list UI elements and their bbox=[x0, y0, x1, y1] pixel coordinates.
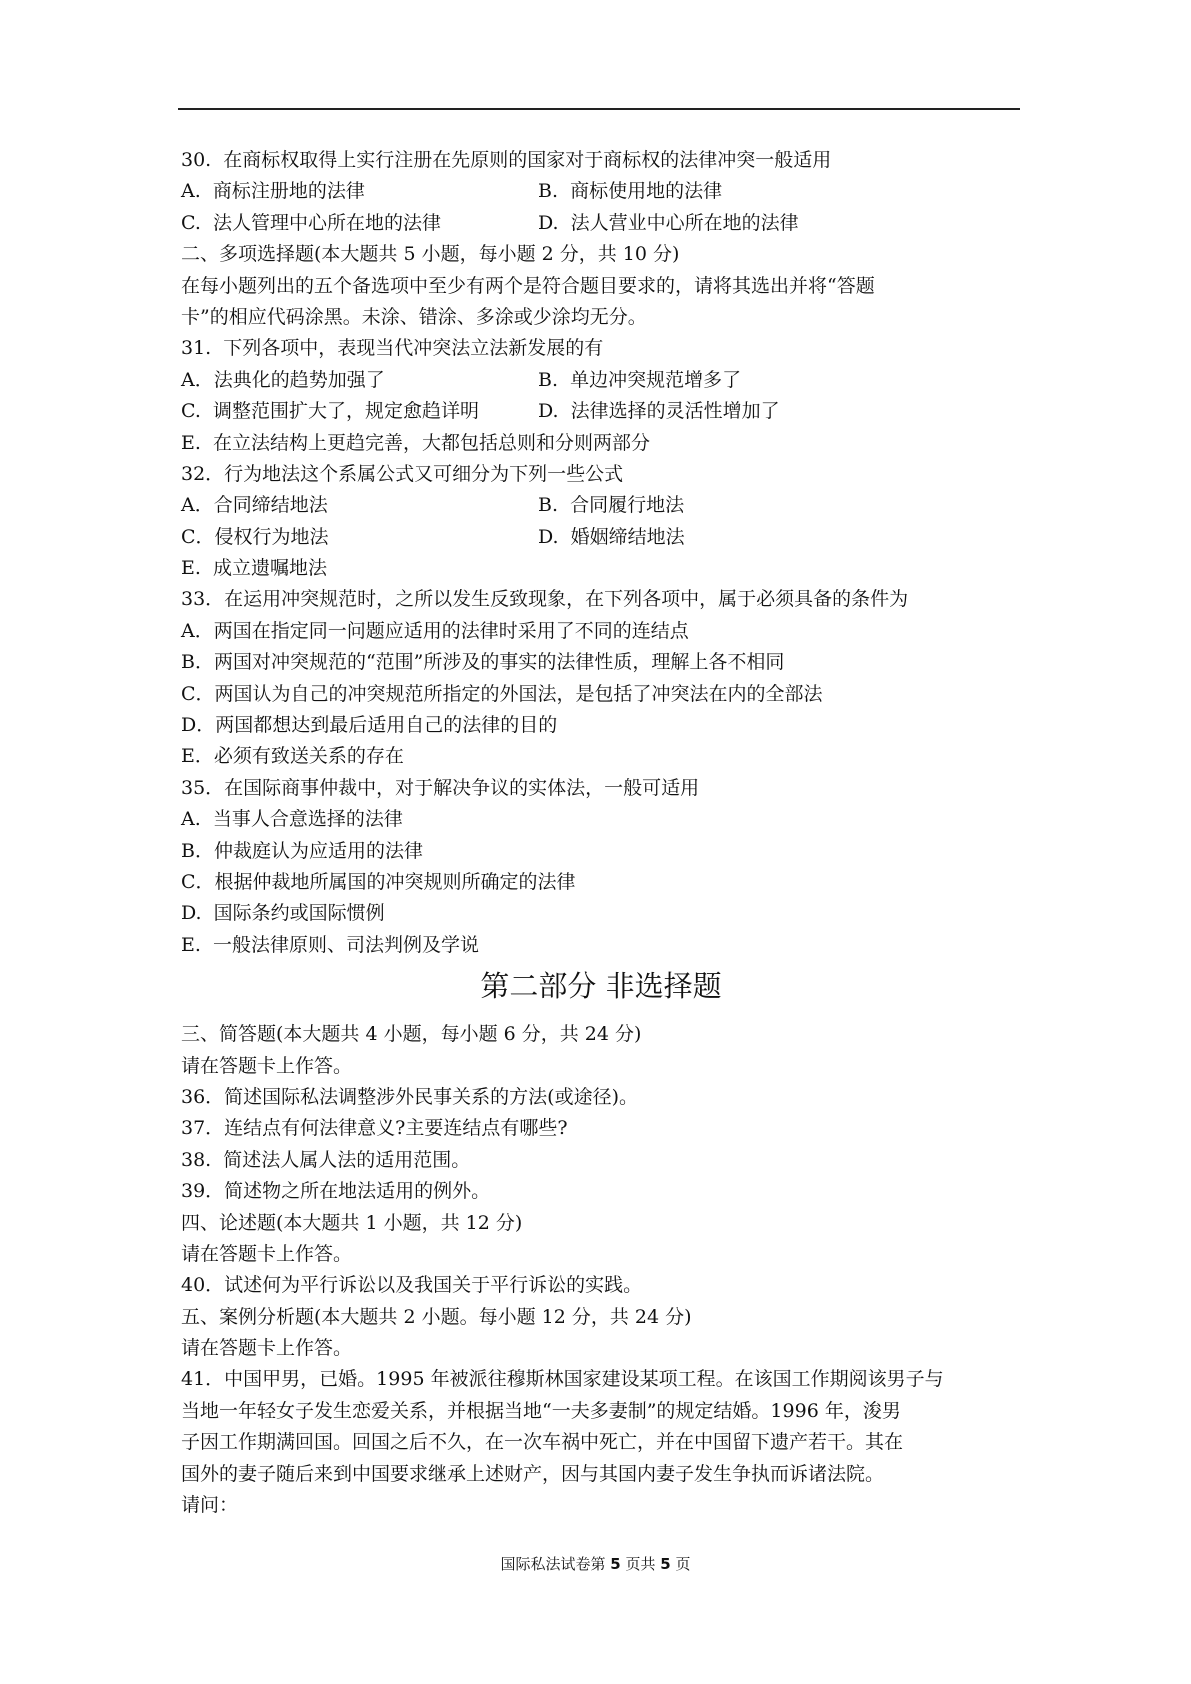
q31-option-d: D. 法律选择的灵活性增加了 bbox=[538, 400, 780, 423]
q31-options-cd bbox=[181, 396, 1021, 427]
q35-option-e: E. 一般法律原则、司法判例及学说 bbox=[181, 933, 479, 956]
q32-options-cd bbox=[181, 522, 1021, 553]
q40: 40．试述何为平行诉讼以及我国关于平行诉讼的实践。 bbox=[181, 1274, 643, 1297]
q32-option-b: B. 合同履行地法 bbox=[538, 494, 685, 517]
q33-option-b: B．两国对冲突规范的“范围”所涉及的事实的法律性质，理解上各不相同 bbox=[181, 651, 785, 674]
footer-suffix: 页 bbox=[670, 1555, 691, 1573]
q35-option-d: D. 国际条约或国际惯例 bbox=[181, 902, 385, 925]
footer-page-number: 5 bbox=[610, 1555, 621, 1573]
q30-stem: 30. 在商标权取得上实行注册在先原则的国家对于商标权的法律冲突一般适用 bbox=[181, 149, 832, 171]
section5-heading: 五、案例分析题(本大题共 2 小题。每小题 12 分，共 24 分) bbox=[181, 1305, 692, 1328]
q35-option-b: B．仲裁庭认为应适用的法律 bbox=[181, 839, 423, 862]
q33-option-e: E．必须有致送关系的存在 bbox=[181, 745, 404, 768]
footer-prefix: 国际私法试卷第 bbox=[500, 1555, 611, 1573]
q32-option-c: C．侵权行为地法 bbox=[181, 525, 329, 548]
q31-option-a: A．法典化的趋势加强了 bbox=[181, 368, 385, 391]
section2-heading: 二、多项选择题(本大题共 5 小题，每小题 2 分，共 10 分) bbox=[181, 243, 680, 266]
section2-instructions-2: 卡”的相应代码涂黑。未涂、错涂、多涂或少涂均无分。 bbox=[181, 305, 647, 328]
section4-heading: 四、论述题(本大题共 1 小题，共 12 分) bbox=[181, 1211, 523, 1234]
q41-line-4: 国外的妻子随后来到中国要求继承上述财产，因与其国内妻子发生争执而诉诸法院。 bbox=[181, 1462, 885, 1485]
q32-option-d: D. 婚姻缔结地法 bbox=[538, 525, 685, 548]
q35-option-c: C．根据仲裁地所属国的冲突规则所确定的法律 bbox=[181, 870, 576, 893]
exam-content bbox=[181, 145, 1021, 1521]
q41-line-3: 子因工作期满回国。回国之后不久，在一次车祸中死亡，并在中国留下遗产若干。其在 bbox=[181, 1431, 904, 1454]
section3-heading: 三、简答题(本大题共 4 小题，每小题 6 分，共 24 分) bbox=[181, 1023, 642, 1046]
q31-option-c: C. 调整范围扩大了，规定愈趋详明 bbox=[181, 400, 479, 423]
q31-option-e: E. 在立法结构上更趋完善，大都包括总则和分则两部分 bbox=[181, 431, 650, 454]
q41-line-2: 当地一年轻女子发生恋爱关系，并根据当地“一夫多妻制”的规定结婚。1996 年，浚男 bbox=[181, 1399, 901, 1422]
q41-line-1: 41．中国甲男，已婚。1995 年被派往穆斯林国家建设某项工程。在该国工作期阅该男子与 bbox=[181, 1368, 944, 1391]
q30-option-c: C. 法人管理中心所在地的法律 bbox=[181, 211, 441, 234]
q33-option-d: D．两国都想达到最后适用自己的法律的目的 bbox=[181, 714, 558, 737]
q30-option-a: A. 商标注册地的法律 bbox=[181, 180, 365, 203]
footer-middle: 页共 bbox=[620, 1555, 661, 1573]
section5-instructions: 请在答题卡上作答。 bbox=[181, 1337, 353, 1360]
q32-option-a: A．合同缔结地法 bbox=[181, 494, 328, 517]
spacer bbox=[181, 1011, 1021, 1019]
q31-options-ab bbox=[181, 365, 1021, 396]
q41-line-5: 请问： bbox=[181, 1494, 239, 1517]
part-two-title: 第二部分 非选择题 bbox=[480, 969, 722, 1004]
q32-stem: 32．行为地法这个系属公式又可细分为下列一些公式 bbox=[181, 462, 624, 485]
q33-option-a: A．两国在指定同一问题应适用的法律时采用了不同的连结点 bbox=[181, 619, 689, 642]
section3-instructions: 请在答题卡上作答。 bbox=[181, 1054, 353, 1077]
q36: 36．简述国际私法调整涉外民事关系的方法(或途径)。 bbox=[181, 1085, 639, 1108]
q35-option-a: A. 当事人合意选择的法律 bbox=[181, 808, 403, 831]
q32-options-ab bbox=[181, 490, 1021, 521]
q38: 38. 简述法人属人法的适用范围。 bbox=[181, 1148, 471, 1171]
q31-option-b: B. 单边冲突规范增多了 bbox=[538, 368, 742, 391]
q39: 39．简述物之所在地法适用的例外。 bbox=[181, 1180, 491, 1203]
section2-instructions-1: 在每小题列出的五个备选项中至少有两个是符合题目要求的，请将其选出并将“答题 bbox=[181, 274, 875, 297]
page-footer bbox=[0, 1553, 1191, 1574]
q30-options-ab bbox=[181, 176, 1021, 207]
q30-options-cd bbox=[181, 208, 1021, 239]
q35-stem: 35．在国际商事仲裁中，对于解决争议的实体法，一般可适用 bbox=[181, 776, 700, 799]
q32-option-e: E. 成立遗嘱地法 bbox=[181, 557, 327, 580]
header-rule bbox=[178, 108, 1020, 110]
q31-stem: 31. 下列各项中，表现当代冲突法立法新发展的有 bbox=[181, 337, 604, 360]
section4-instructions: 请在答题卡上作答。 bbox=[181, 1242, 353, 1265]
q30-option-d: D. 法人营业中心所在地的法律 bbox=[538, 211, 799, 234]
q33-option-c: C．两国认为自己的冲突规范所指定的外国法，是包括了冲突法在内的全部法 bbox=[181, 682, 823, 705]
q33-stem: 33．在运用冲突规范时，之所以发生反致现象，在下列各项中，属于必须具备的条件为 bbox=[181, 588, 909, 611]
footer-total-pages: 5 bbox=[660, 1555, 671, 1573]
q30-option-b: B. 商标使用地的法律 bbox=[538, 180, 723, 203]
q37: 37．连结点有何法律意义?主要连结点有哪些? bbox=[181, 1117, 568, 1140]
